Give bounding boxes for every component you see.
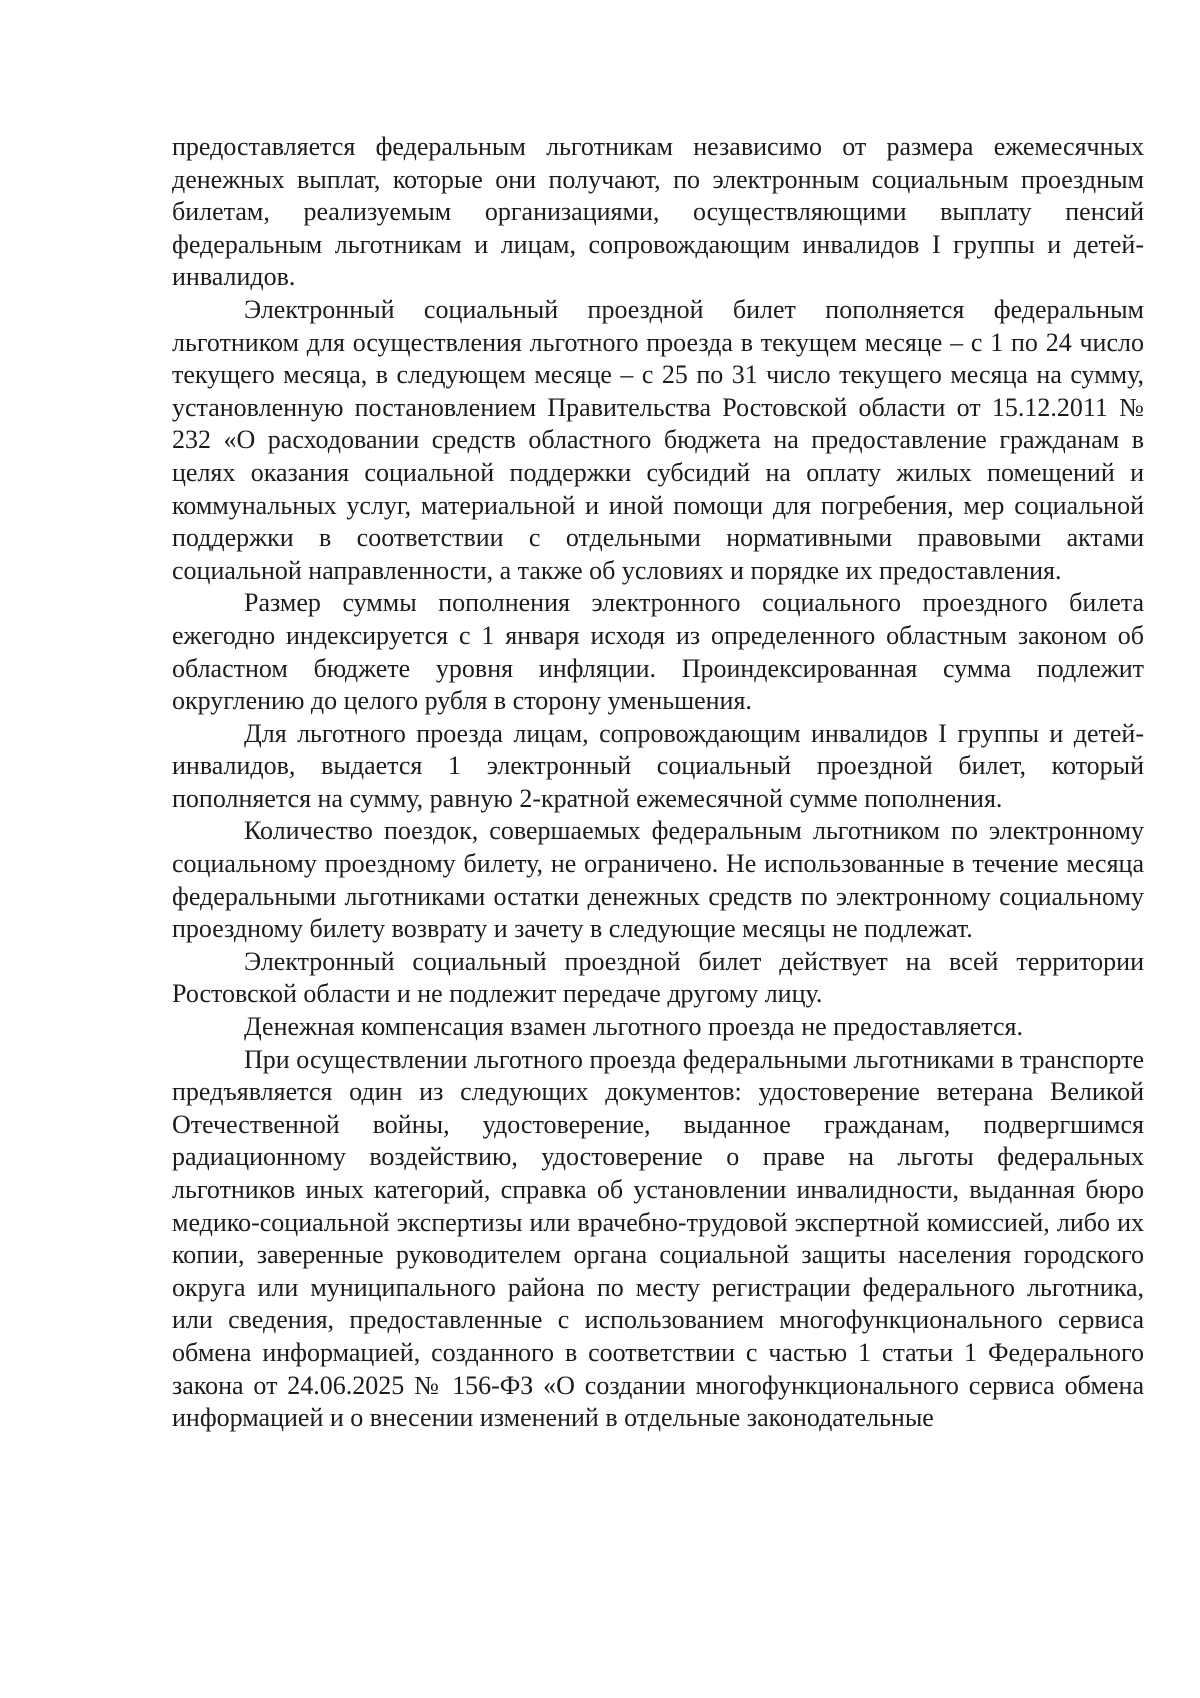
paragraph-1: предоставляется федеральным льготникам независимо от размера ежемесячных денежных выплат, которые они получают, по электронным социальным проездным билетам, реализуемым организациями, осуществляющими выплату пенсий федеральным льготникам и лицам, сопровождающим инвалидов I группы и детей-инвалидов.: [172, 132, 1144, 292]
document-body: [172, 131, 1144, 1435]
paragraph-5: Количество поездок, совершаемых федеральным льготником по электронному социальному проездному билету, не ограничено. Не использованные в течение месяца федеральными льготниками остатки денежных средств по электронному социальному проездному билету возврату и зачету в следующие месяцы не подлежат.: [172, 816, 1144, 944]
paragraph-3: Размер суммы пополнения электронного социального проездного билета ежегодно индексируется с 1 января исходя из определенного областным законом об областном бюджете уровня инфляции. Проиндексированная сумма подлежит округлению до целого рубля в сторону уменьшения.: [172, 588, 1144, 716]
paragraph-7: Денежная компенсация взамен льготного проезда не предоставляется.: [244, 1012, 1023, 1042]
paragraph-4: Для льготного проезда лицам, сопровождающим инвалидов I группы и детей-инвалидов, выдается 1 электронный социальный проездной билет, который пополняется на сумму, равную 2-кратной ежемесячной сумме пополнения.: [172, 718, 1144, 813]
paragraph-2: Электронный социальный проездной билет пополняется федеральным льготником для осуществления льготного проезда в текущем месяце – с 1 по 24 число текущего месяца, в следующем месяце – с 25 по 31 число текущего месяца на сумму, установленную постановлением Правительства Ростовской области от 15.12.2011 № 232 «О расходовании средств областного бюджета на предоставление гражданам в целях оказания социальной поддержки субсидий на оплату жилых помещений и коммунальных услуг, материальной и иной помощи для погребения, мер социальной поддержки в соответствии с отдельными нормативными правовыми актами социальной направленности, а также об условиях и порядке их предоставления.: [172, 294, 1144, 585]
paragraph-8: При осуществлении льготного проезда федеральными льготниками в транспорте предъявляется один из следующих документов: удостоверение ветерана Великой Отечественной войны, удостоверение, выданное гражданам, подвергшимся радиационному воздействию, удостоверение о праве на льготы федеральных льготников иных категорий, справка об установлении инвалидности, выданная бюро медико-социальной экспертизы или врачебно-трудовой экспертной комиссией, либо их копии, заверенные руководителем органа социальной защиты населения городского округа или муниципального района по месту регистрации федерального льготника, или сведения, предоставленные с использованием многофункционального сервиса обмена информацией, созданного в соответствии с частью 1 статьи 1 Федерального закона от 24.06.2025 № 156-ФЗ «О создании многофункционального сервиса обмена информацией и о внесении изменений в отдельные законодательные: [172, 1044, 1144, 1433]
paragraph-6: Электронный социальный проездной билет действует на всей территории Ростовской области и не подлежит передаче другому лицу.: [172, 946, 1144, 1009]
